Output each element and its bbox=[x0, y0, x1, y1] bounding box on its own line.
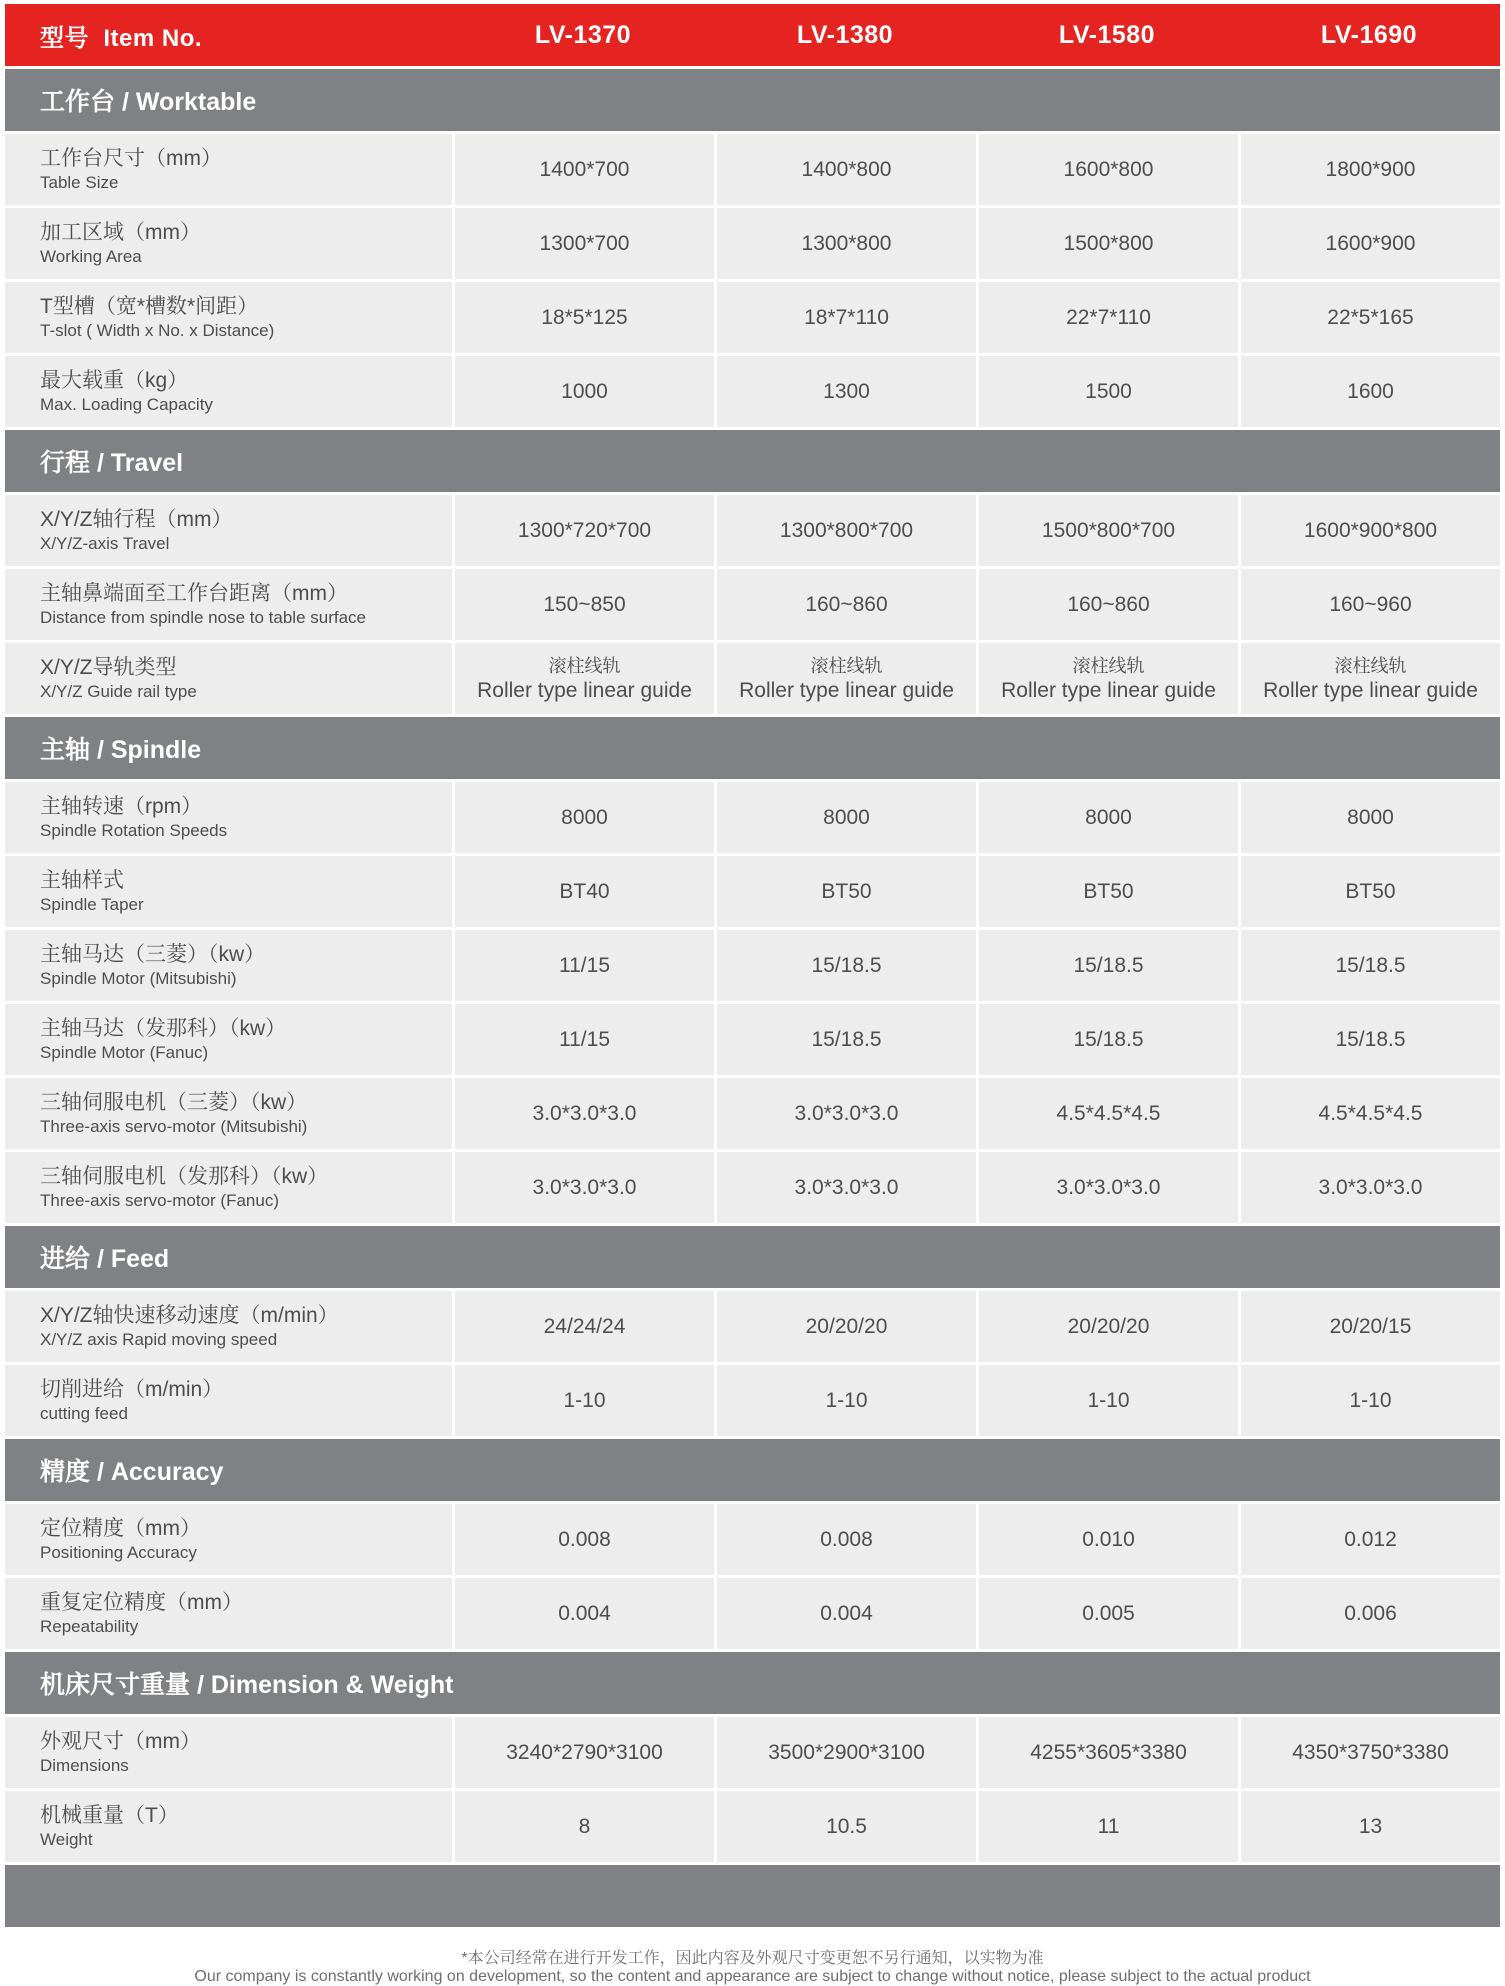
param-name-zh: X/Y/Z轴行程（mm） bbox=[40, 507, 233, 531]
value-cell: 1300*700 bbox=[452, 208, 714, 279]
value-cell: BT40 bbox=[452, 856, 714, 927]
param-cell bbox=[5, 1152, 452, 1223]
value-cell: 4.5*4.5*4.5 bbox=[1238, 1078, 1500, 1149]
table-row bbox=[5, 492, 1500, 566]
table-row bbox=[5, 1001, 1500, 1075]
param-cell bbox=[5, 208, 452, 279]
param-cell bbox=[5, 1717, 452, 1788]
section-header: 行程 / Travel bbox=[5, 427, 1500, 492]
table-footer-band bbox=[5, 1862, 1500, 1927]
param-cell bbox=[5, 1365, 452, 1436]
item-no-label bbox=[5, 18, 452, 53]
value-line-en: Roller type linear guide bbox=[477, 678, 692, 702]
table-row bbox=[5, 853, 1500, 927]
value-cell: 1600*800 bbox=[976, 134, 1238, 205]
param-name-zh: 主轴鼻端面至工作台距离（mm） bbox=[40, 581, 348, 605]
value-cell: 1400*700 bbox=[452, 134, 714, 205]
param-cell bbox=[5, 1791, 452, 1862]
param-name-en: Spindle Taper bbox=[40, 894, 144, 914]
value-cell: 1600 bbox=[1238, 356, 1500, 427]
value-cell: 4.5*4.5*4.5 bbox=[976, 1078, 1238, 1149]
table-row bbox=[5, 131, 1500, 205]
param-name-zh: T型槽（宽*槽数*间距） bbox=[40, 294, 259, 318]
value-cell: 1-10 bbox=[1238, 1365, 1500, 1436]
value-cell: 3.0*3.0*3.0 bbox=[452, 1152, 714, 1223]
param-cell bbox=[5, 495, 452, 566]
value-cell: 20/20/20 bbox=[976, 1291, 1238, 1362]
value-cell: BT50 bbox=[976, 856, 1238, 927]
value-cell: 20/20/20 bbox=[714, 1291, 976, 1362]
param-name-en: Repeatability bbox=[40, 1616, 139, 1636]
value-cell: 20/20/15 bbox=[1238, 1291, 1500, 1362]
model-header: LV-1580 bbox=[1058, 20, 1156, 49]
value-line-zh: 滚柱线轨 bbox=[1334, 655, 1407, 676]
param-name-zh: X/Y/Z轴快速移动速度（m/min） bbox=[40, 1303, 339, 1327]
item-no-label-zh: 型号 bbox=[40, 24, 89, 52]
value-line-zh: 滚柱线轨 bbox=[810, 655, 883, 676]
param-name-en: X/Y/Z Guide rail type bbox=[40, 681, 197, 701]
value-cell: 4255*3605*3380 bbox=[976, 1717, 1238, 1788]
value-cell: 4350*3750*3380 bbox=[1238, 1717, 1500, 1788]
value-cell: 3.0*3.0*3.0 bbox=[1238, 1152, 1500, 1223]
value-line-en: Roller type linear guide bbox=[1263, 678, 1478, 702]
param-name-zh: 最大载重（kg） bbox=[40, 368, 189, 392]
value-cell: 15/18.5 bbox=[714, 930, 976, 1001]
param-name-en: X/Y/Z-axis Travel bbox=[40, 533, 170, 553]
table-header-row bbox=[5, 4, 1500, 66]
table-row bbox=[5, 1149, 1500, 1223]
table-row bbox=[5, 640, 1500, 714]
value-cell: 3500*2900*3100 bbox=[714, 1717, 976, 1788]
model-header: LV-1690 bbox=[1320, 20, 1418, 49]
param-name-en: Three-axis servo-motor (Mitsubishi) bbox=[40, 1116, 308, 1136]
param-cell bbox=[5, 1504, 452, 1575]
param-name-en: Spindle Motor (Mitsubishi) bbox=[40, 968, 237, 988]
param-name-en: Dimensions bbox=[40, 1755, 129, 1775]
param-name-en: Positioning Accuracy bbox=[40, 1542, 197, 1562]
table-row bbox=[5, 1714, 1500, 1788]
value-cell: 8000 bbox=[1238, 782, 1500, 853]
value-cell: 0.012 bbox=[1238, 1504, 1500, 1575]
table-row bbox=[5, 1501, 1500, 1575]
param-name-zh: 主轴马达（三菱）（kw） bbox=[40, 942, 266, 966]
section-header: 工作台 / Worktable bbox=[5, 66, 1500, 131]
value-cell: 8000 bbox=[976, 782, 1238, 853]
value-cell: 1400*800 bbox=[714, 134, 976, 205]
disclaimer-zh: *本公司经常在进行开发工作，因此内容及外观尺寸变更恕不另行通知，以实物为准 bbox=[461, 1950, 1044, 1967]
value-cell: 18*7*110 bbox=[714, 282, 976, 353]
param-name-zh: 加工区域（mm） bbox=[40, 220, 201, 244]
value-cell: 1500*800*700 bbox=[976, 495, 1238, 566]
value-cell: 1300*720*700 bbox=[452, 495, 714, 566]
param-cell bbox=[5, 569, 452, 640]
value-cell: 8000 bbox=[452, 782, 714, 853]
param-name-en: Max. Loading Capacity bbox=[40, 394, 213, 414]
value-cell: 160~860 bbox=[976, 569, 1238, 640]
table-row bbox=[5, 566, 1500, 640]
disclaimer-en: Our company is constantly working on development, so the content and appearance are subject to change without notice, please subject to the actual product bbox=[194, 1968, 1311, 1985]
table-row bbox=[5, 279, 1500, 353]
value-cell: 0.004 bbox=[714, 1578, 976, 1649]
value-cell: 8 bbox=[452, 1791, 714, 1862]
param-name-zh: 机械重量（T） bbox=[40, 1803, 179, 1827]
param-name-zh: 三轴伺服电机（三菱）（kw） bbox=[40, 1090, 308, 1114]
value-cell: 1300 bbox=[714, 356, 976, 427]
value-cell: 1500 bbox=[976, 356, 1238, 427]
value-cell: BT50 bbox=[1238, 856, 1500, 927]
value-cell: 15/18.5 bbox=[1238, 930, 1500, 1001]
param-name-zh: 主轴转速（rpm） bbox=[40, 794, 203, 818]
value-cell: 1600*900 bbox=[1238, 208, 1500, 279]
param-name-en: Table Size bbox=[40, 172, 119, 192]
value-cell: 11 bbox=[976, 1791, 1238, 1862]
section-header: 机床尺寸重量 / Dimension & Weight bbox=[5, 1649, 1500, 1714]
param-name-zh: X/Y/Z导轨类型 bbox=[40, 655, 177, 679]
value-cell: 0.010 bbox=[976, 1504, 1238, 1575]
param-name-zh: 主轴样式 bbox=[40, 868, 124, 892]
value-cell: 22*7*110 bbox=[976, 282, 1238, 353]
model-header: LV-1370 bbox=[534, 20, 632, 49]
param-name-zh: 三轴伺服电机（发那科）（kw） bbox=[40, 1164, 329, 1188]
value-cell: 13 bbox=[1238, 1791, 1500, 1862]
param-cell bbox=[5, 1291, 452, 1362]
value-cell: 15/18.5 bbox=[714, 1004, 976, 1075]
param-name-en: T-slot ( Width x No. x Distance) bbox=[40, 320, 275, 340]
param-name-en: Working Area bbox=[40, 246, 142, 266]
value-line-zh: 滚柱线轨 bbox=[1072, 655, 1145, 676]
value-cell: 160~960 bbox=[1238, 569, 1500, 640]
table-row bbox=[5, 1075, 1500, 1149]
value-cell: 11/15 bbox=[452, 930, 714, 1001]
table-row bbox=[5, 1362, 1500, 1436]
table-row bbox=[5, 1788, 1500, 1862]
param-cell bbox=[5, 282, 452, 353]
param-name-zh: 工作台尺寸（mm） bbox=[40, 146, 222, 170]
param-name-en: X/Y/Z axis Rapid moving speed bbox=[40, 1329, 278, 1349]
item-no-label-en: Item No. bbox=[103, 24, 203, 52]
value-cell: 0.005 bbox=[976, 1578, 1238, 1649]
value-line-en: Roller type linear guide bbox=[1001, 678, 1216, 702]
table-row bbox=[5, 205, 1500, 279]
param-name-en: cutting feed bbox=[40, 1403, 128, 1423]
value-cell bbox=[714, 643, 976, 714]
value-cell: 3.0*3.0*3.0 bbox=[976, 1152, 1238, 1223]
table-row bbox=[5, 353, 1500, 427]
value-cell: 3240*2790*3100 bbox=[452, 1717, 714, 1788]
value-cell: 1-10 bbox=[976, 1365, 1238, 1436]
param-name-zh: 定位精度（mm） bbox=[40, 1516, 201, 1540]
param-name-en: Weight bbox=[40, 1829, 93, 1849]
value-cell: 160~860 bbox=[714, 569, 976, 640]
section-header: 主轴 / Spindle bbox=[5, 714, 1500, 779]
section-header: 进给 / Feed bbox=[5, 1223, 1500, 1288]
value-cell: 0.008 bbox=[452, 1504, 714, 1575]
param-cell bbox=[5, 356, 452, 427]
value-cell bbox=[452, 643, 714, 714]
param-cell bbox=[5, 1078, 452, 1149]
value-cell: 1000 bbox=[452, 356, 714, 427]
value-cell: BT50 bbox=[714, 856, 976, 927]
table-row bbox=[5, 927, 1500, 1001]
param-name-zh: 切削进给（m/min） bbox=[40, 1377, 224, 1401]
value-cell: 10.5 bbox=[714, 1791, 976, 1862]
value-cell: 3.0*3.0*3.0 bbox=[714, 1078, 976, 1149]
model-header: LV-1380 bbox=[796, 20, 894, 49]
table-row bbox=[5, 1288, 1500, 1362]
param-cell bbox=[5, 643, 452, 714]
value-cell: 15/18.5 bbox=[976, 1004, 1238, 1075]
value-cell: 1300*800 bbox=[714, 208, 976, 279]
param-cell bbox=[5, 134, 452, 205]
param-name-zh: 主轴马达（发那科）（kw） bbox=[40, 1016, 287, 1040]
value-cell bbox=[976, 643, 1238, 714]
param-name-zh: 重复定位精度（mm） bbox=[40, 1590, 243, 1614]
value-line-zh: 滚柱线轨 bbox=[548, 655, 621, 676]
value-cell: 150~850 bbox=[452, 569, 714, 640]
value-cell: 24/24/24 bbox=[452, 1291, 714, 1362]
section-header: 精度 / Accuracy bbox=[5, 1436, 1500, 1501]
value-cell: 1600*900*800 bbox=[1238, 495, 1500, 566]
param-name-en: Distance from spindle nose to table surface bbox=[40, 607, 367, 627]
value-line-en: Roller type linear guide bbox=[739, 678, 954, 702]
value-cell: 1-10 bbox=[452, 1365, 714, 1436]
param-name-zh: 外观尺寸（mm） bbox=[40, 1729, 201, 1753]
param-name-en: Spindle Rotation Speeds bbox=[40, 820, 228, 840]
value-cell: 15/18.5 bbox=[1238, 1004, 1500, 1075]
param-name-en: Spindle Motor (Fanuc) bbox=[40, 1042, 209, 1062]
value-cell: 0.006 bbox=[1238, 1578, 1500, 1649]
value-cell bbox=[1238, 643, 1500, 714]
param-cell bbox=[5, 1578, 452, 1649]
value-cell: 1300*800*700 bbox=[714, 495, 976, 566]
value-cell: 1800*900 bbox=[1238, 134, 1500, 205]
value-cell: 18*5*125 bbox=[452, 282, 714, 353]
value-cell: 3.0*3.0*3.0 bbox=[714, 1152, 976, 1223]
value-cell: 1-10 bbox=[714, 1365, 976, 1436]
param-cell bbox=[5, 1004, 452, 1075]
param-cell bbox=[5, 782, 452, 853]
value-cell: 8000 bbox=[714, 782, 976, 853]
table-row bbox=[5, 1575, 1500, 1649]
param-cell bbox=[5, 930, 452, 1001]
value-cell: 0.008 bbox=[714, 1504, 976, 1575]
param-cell bbox=[5, 856, 452, 927]
table-row bbox=[5, 779, 1500, 853]
param-name-en: Three-axis servo-motor (Fanuc) bbox=[40, 1190, 280, 1210]
table-body bbox=[5, 66, 1500, 1862]
value-cell: 11/15 bbox=[452, 1004, 714, 1075]
value-cell: 22*5*165 bbox=[1238, 282, 1500, 353]
value-cell: 3.0*3.0*3.0 bbox=[452, 1078, 714, 1149]
spec-table bbox=[5, 4, 1500, 1927]
value-cell: 1500*800 bbox=[976, 208, 1238, 279]
value-cell: 0.004 bbox=[452, 1578, 714, 1649]
value-cell: 15/18.5 bbox=[976, 930, 1238, 1001]
